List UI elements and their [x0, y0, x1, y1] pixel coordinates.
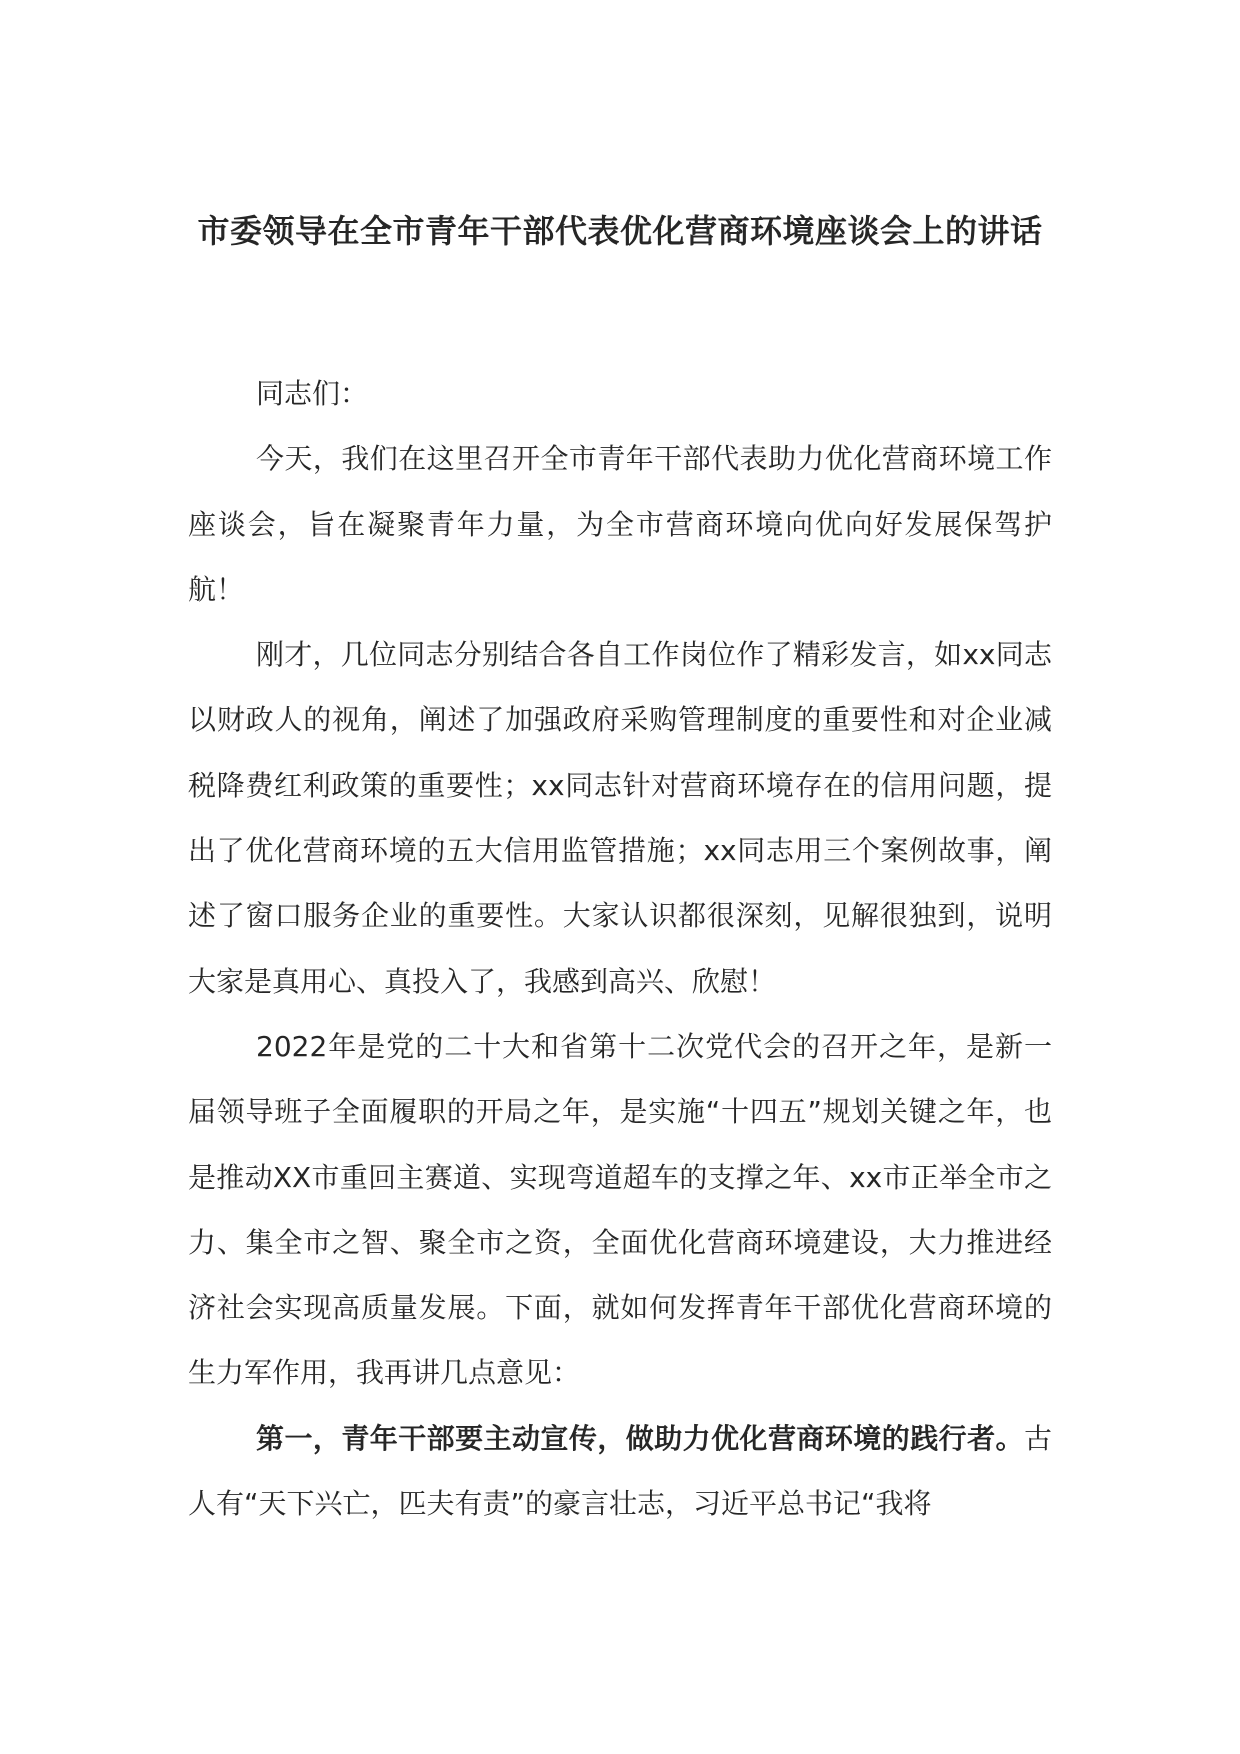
document-body — [188, 361, 1052, 1536]
point-one-text: 古人有“天下兴亡，匹夫有责”的豪言壮志，习近平总书记“我将 — [188, 1421, 1052, 1521]
paragraph-speeches-review: 刚才，几位同志分别结合各自工作岗位作了精彩发言，如xx同志以财政人的视角，阐述了加强政府采购管理制度的重要性和对企业减税降费红利政策的重要性；xx同志针对营商环境存在的信用问题，提出了优化营商环境的五大信用监管措施；xx同志用三个案例故事，阐述了窗口服务企业的重要性。大家认识都很深刻，见解很独到，说明大家是真用心、真投入了，我感到高兴、欣慰！ — [188, 638, 1052, 998]
paragraph-point-one — [188, 1406, 1052, 1537]
paragraph-opening: 今天，我们在这里召开全市青年干部代表助力优化营商环境工作座谈会，旨在凝聚青年力量，为全市营商环境向优向好发展保驾护航！ — [188, 442, 1052, 606]
point-one-heading: 第一，青年干部要主动宣传，做助力优化营商环境的践行者。 — [256, 1421, 1024, 1455]
paragraph-year-context: 2022年是党的二十大和省第十二次党代会的召开之年，是新一届领导班子全面履职的开局之年，是实施“十四五”规划关键之年，也是推动XX市重回主赛道、实现弯道超车的支撑之年、xx市正举全市之力、集全市之智、聚全市之资，全面优化营商环境建设，大力推进经济社会实现高质量发展。下面，就如何发挥青年干部优化营商环境的生力军作用，我再讲几点意见： — [188, 1029, 1052, 1390]
document-title: 市委领导在全市青年干部代表优化营商环境座谈会上的讲话 — [197, 212, 1043, 250]
paragraph-salutation: 同志们： — [256, 377, 369, 410]
